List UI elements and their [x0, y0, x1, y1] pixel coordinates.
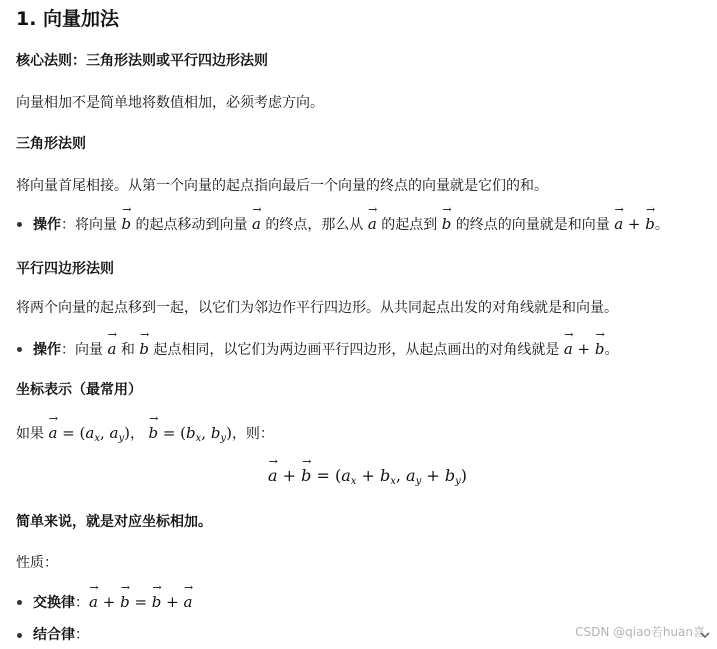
parallelogram-heading: 平行四边形法则 [16, 261, 114, 277]
vector-a: → a [368, 215, 377, 233]
vector-b: → b [139, 340, 149, 358]
triangle-heading: 三角形法则 [16, 136, 86, 152]
op-label: 操作 [33, 217, 61, 233]
commutative-label: 交换律 [33, 595, 75, 611]
coordinate-heading: 坐标表示（最常用） [16, 382, 142, 398]
sum-expression: → a + → b [614, 215, 655, 233]
commutative-formula: → a + → b = → b + → a [89, 593, 192, 611]
vector-a-coords: → $a = (a_x$, $a_y$) [48, 424, 130, 442]
op-label: 操作 [33, 342, 61, 358]
core-rule: 核心法则：三角形法则或平行四边形法则 [16, 53, 268, 69]
vector-a: → a [107, 340, 116, 358]
vector-b: → b [442, 215, 452, 233]
coordinate-summary: 简单来说，就是对应坐标相加。 [16, 514, 212, 530]
chevron-down-icon[interactable] [699, 629, 711, 641]
vector-a: → a [252, 215, 261, 233]
csdn-watermark: CSDN @qiao若huan喜 [575, 625, 705, 639]
associative-label: 结合律 [33, 627, 75, 643]
section-title: 1. 向量加法 [16, 8, 120, 30]
properties-heading: 性质： [16, 555, 58, 571]
coordinate-sum-formula: → a + → $b = (a_x + b_x$, $a_y + b_y$) [268, 466, 467, 485]
vector-b-coords: → $b = (b_x$, $b_y$) [148, 424, 232, 442]
parallelogram-operation: 操作：向量 → a 和 → b 起点相同，以它们为两边画平行四边形，从起点画出的对角线就是 → a + → b。 [16, 339, 619, 360]
intro-paragraph: 向量相加不是简单地将数值相加，必须考虑方向。 [16, 95, 324, 111]
sum-expression: → a + → b [564, 340, 605, 358]
associative-law: 结合律： [16, 625, 89, 645]
commutative-law: 交换律：→ a + → b = → b + → a [16, 592, 192, 613]
triangle-description: 将向量首尾相接。从第一个向量的起点指向最后一个向量的终点的向量就是它们的和。 [16, 178, 548, 194]
parallelogram-description: 将两个向量的起点移到一起，以它们为邻边作平行四边形。从共同起点出发的对角线就是和向量。 [16, 300, 618, 316]
triangle-operation: 操作：将向量 → b 的起点移动到向量 → a 的终点，那么从 → a 的起点到 → b 的终点的向量就是和向量 → a + → b。 [16, 214, 669, 235]
coordinate-definition: 如果 → $a = (a_x$, $a_y$)， → $b = (b_x$, $b_y$)，则： [16, 423, 274, 444]
vector-b: → b [121, 215, 131, 233]
